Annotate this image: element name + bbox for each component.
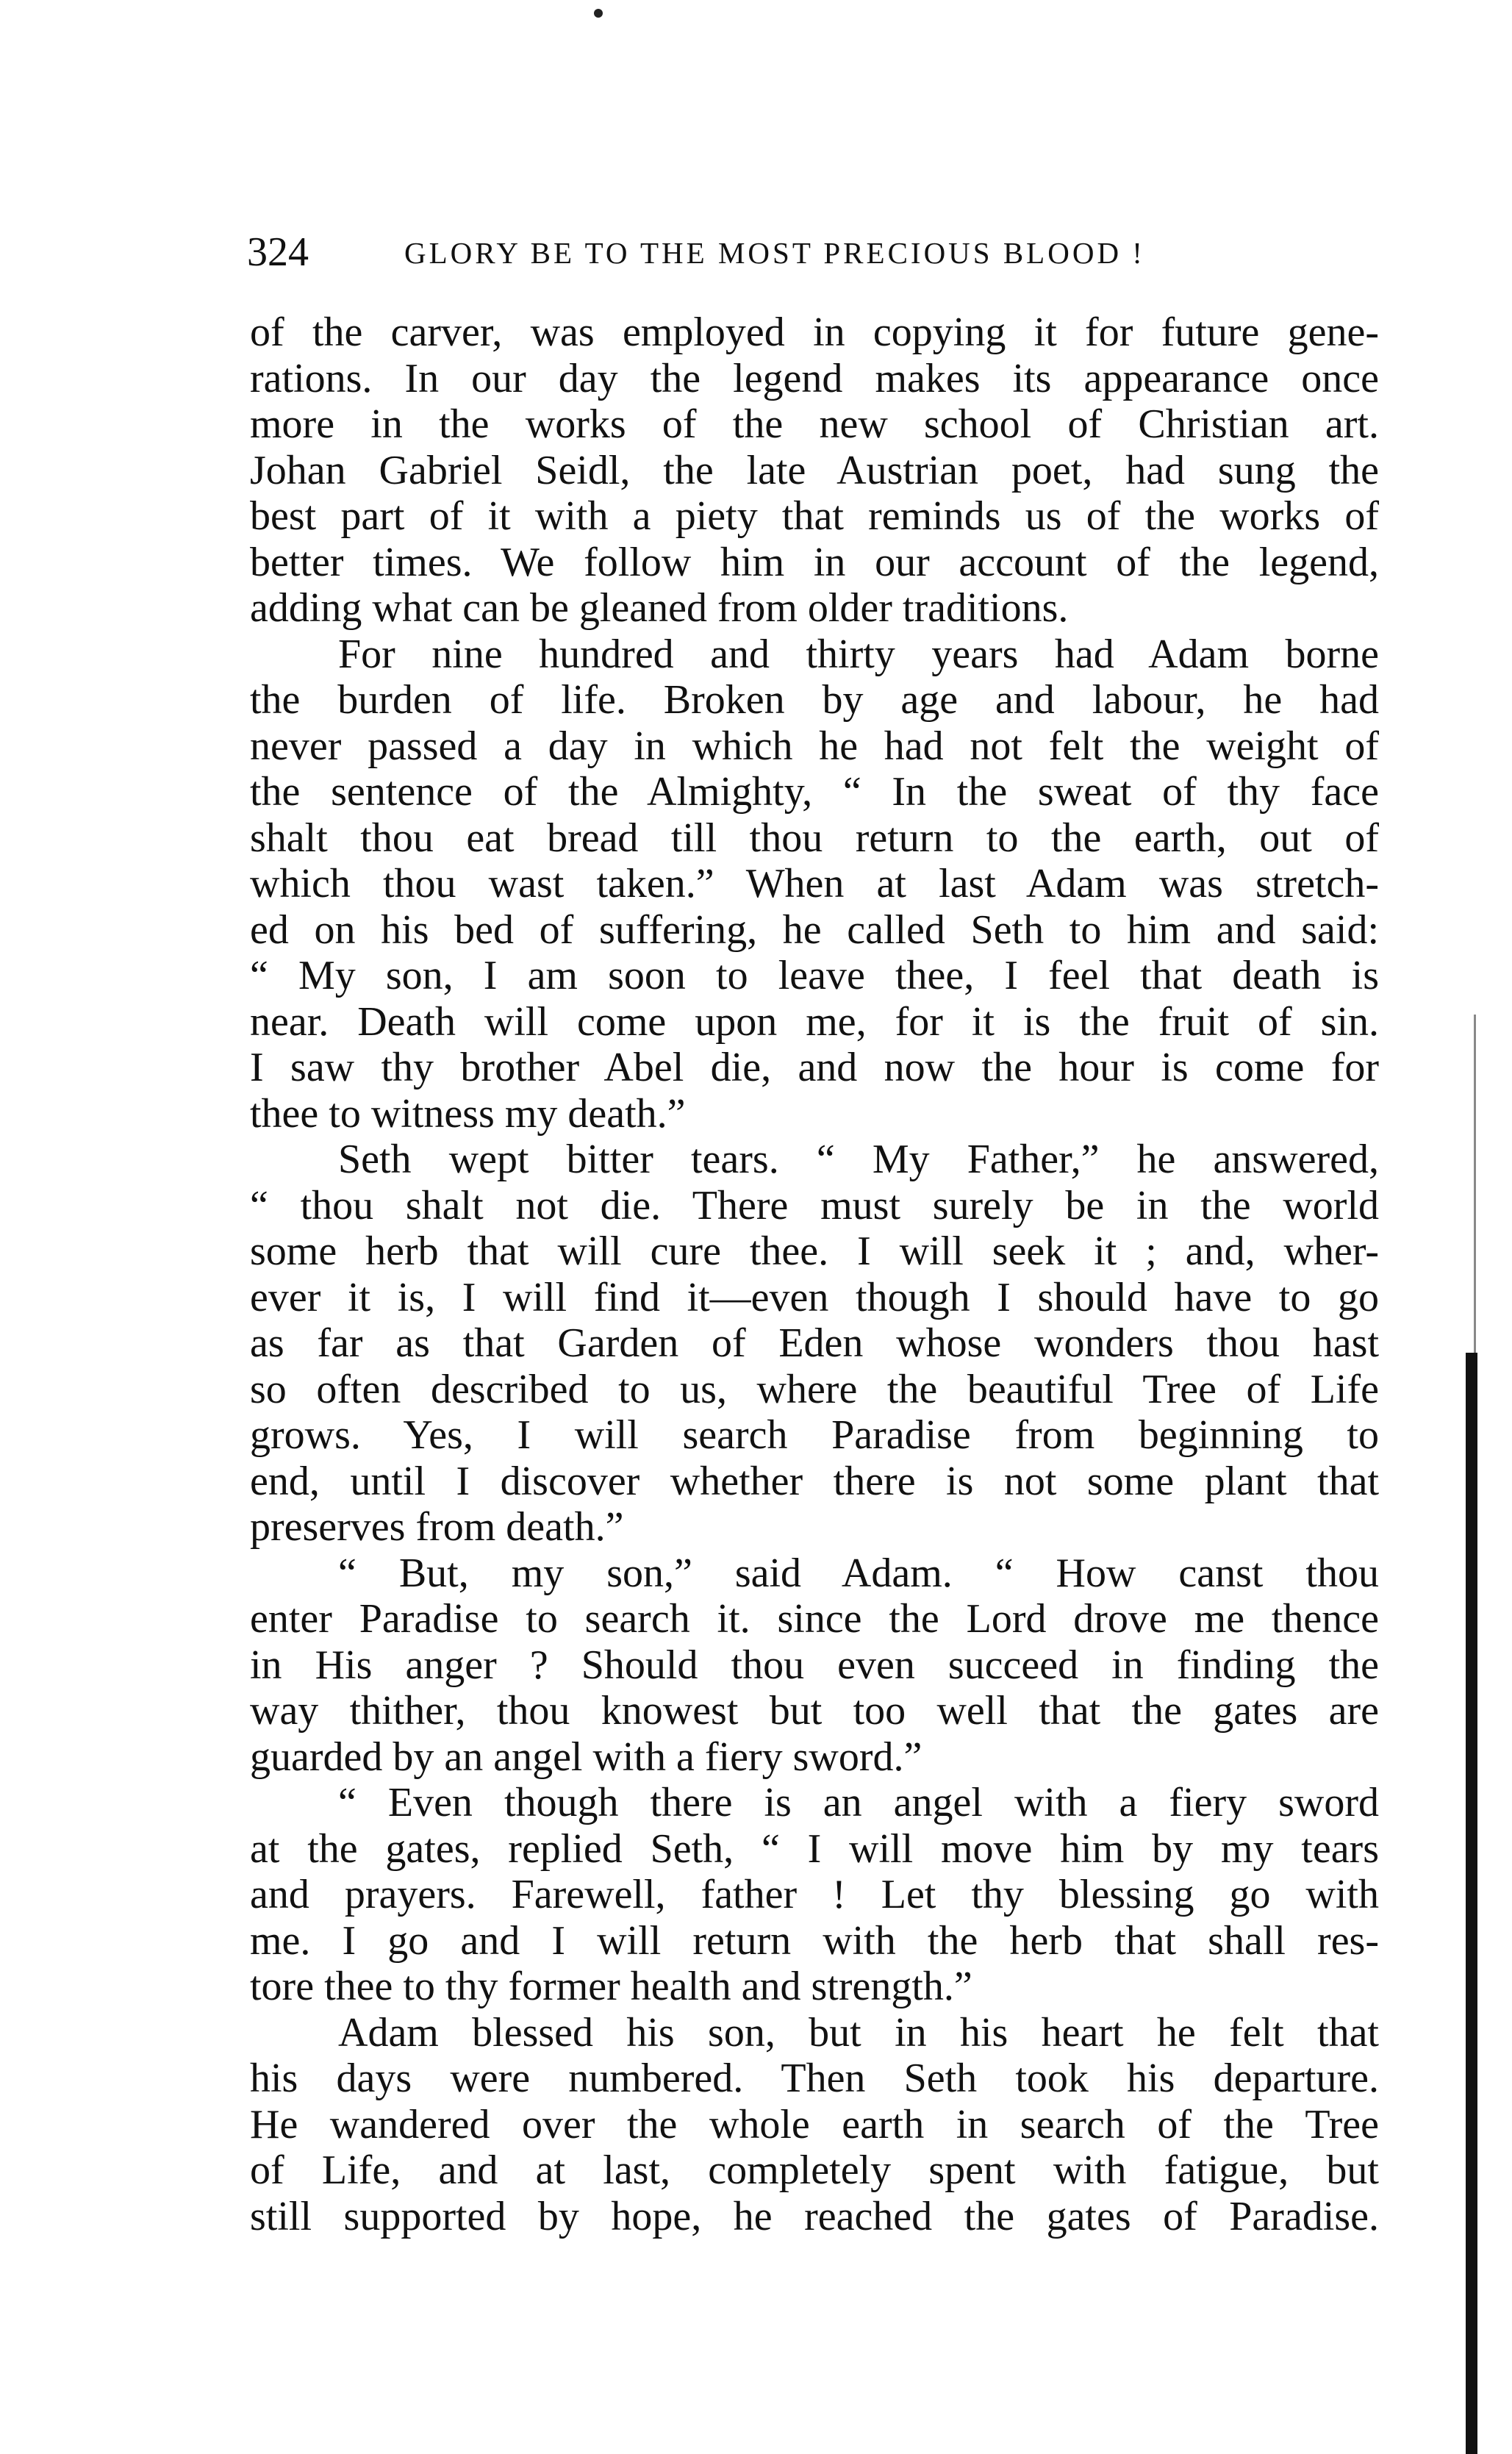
text-line: adding what can be gleaned from older traditions. — [250, 585, 1069, 631]
text-line: which thou wast taken.” When at last Adam was stretch- — [250, 861, 1379, 906]
text-line: the burden of life. Broken by age and labour, he had — [250, 677, 1379, 723]
scan-edge-line — [1474, 1015, 1476, 1353]
page-header — [247, 226, 1225, 278]
text-line: preserves from death.” — [250, 1504, 624, 1550]
text-line: me. I go and I will return with the herb that shall res- — [250, 1917, 1379, 1964]
text-line: He wandered over the whole earth in search of the Tree — [250, 2101, 1379, 2147]
text-line: “ My son, I am soon to leave thee, I feel that death is — [250, 953, 1379, 998]
ink-speck — [594, 9, 603, 18]
page-number: 324 — [247, 229, 309, 275]
text-line: still supported by hope, he reached the gates of Paradise. — [250, 2193, 1379, 2239]
text-line: better times. We follow him in our account of the legend, — [250, 539, 1379, 585]
text-line: ed on his bed of suffering, he called Seth to him and said: — [250, 906, 1379, 953]
text-line: end, until I discover whether there is not some plant that — [250, 1458, 1379, 1504]
text-line: of Life, and at last, completely spent with fatigue, but — [250, 2147, 1379, 2193]
text-line: Seth wept bitter tears. “ My Father,” he answered, — [338, 1137, 1379, 1182]
text-line: guarded by an angel with a fiery sword.” — [250, 1734, 922, 1780]
text-line: rations. In our day the legend makes its appearance once — [250, 355, 1379, 401]
text-line: of the carver, was employed in copying it for future gene- — [250, 310, 1379, 355]
text-line: more in the works of the new school of Christian art. — [250, 401, 1379, 447]
text-line: For nine hundred and thirty years had Adam borne — [338, 631, 1379, 677]
text-line: his days were numbered. Then Seth took his departure. — [250, 2056, 1379, 2101]
text-line: some herb that will cure thee. I will seek it ; and, wher- — [250, 1228, 1379, 1274]
text-line: never passed a day in which he had not felt the weight of — [250, 723, 1379, 769]
body-text — [250, 310, 1379, 2239]
text-line: thee to witness my death.” — [250, 1090, 686, 1137]
text-line: grows. Yes, I will search Paradise from beginning to — [250, 1412, 1379, 1458]
text-line: shalt thou eat bread till thou return to the earth, out of — [250, 815, 1379, 861]
text-line: the sentence of the Almighty, “ In the sweat of thy face — [250, 769, 1379, 815]
text-line: at the gates, replied Seth, “ I will move him by my tears — [250, 1825, 1379, 1872]
text-line: best part of it with a piety that reminds us of the works of — [250, 493, 1379, 539]
text-line: near. Death will come upon me, for it is the fruit of sin. — [250, 998, 1379, 1045]
text-line: way thither, thou knowest but too well that the gates are — [250, 1688, 1379, 1734]
text-line: “ thou shalt not die. There must surely be in the world — [250, 1182, 1379, 1228]
text-line: I saw thy brother Abel die, and now the hour is come for — [250, 1045, 1379, 1090]
scan-edge-shadow — [1466, 1353, 1477, 2454]
text-line: Johan Gabriel Seidl, the late Austrian poet, had sung the — [250, 447, 1379, 493]
text-line: in His anger ? Should thou even succeed in finding the — [250, 1642, 1379, 1688]
text-line: enter Paradise to search it. since the Lord drove me thence — [250, 1596, 1379, 1642]
text-line: “ But, my son,” said Adam. “ How canst thou — [338, 1550, 1379, 1596]
text-line: ever it is, I will find it—even though I should have to go — [250, 1274, 1379, 1320]
text-line: tore thee to thy former health and strength.” — [250, 1964, 972, 2009]
text-line: and prayers. Farewell, father ! Let thy blessing go with — [250, 1872, 1379, 1917]
text-line: as far as that Garden of Eden whose wonders thou hast — [250, 1320, 1379, 1366]
text-line: Adam blessed his son, but in his heart he felt that — [338, 2009, 1379, 2056]
running-title: GLORY BE TO THE MOST PRECIOUS BLOOD ! — [404, 236, 1145, 270]
text-line: “ Even though there is an angel with a fiery sword — [338, 1780, 1379, 1825]
text-line: so often described to us, where the beautiful Tree of Life — [250, 1366, 1379, 1412]
